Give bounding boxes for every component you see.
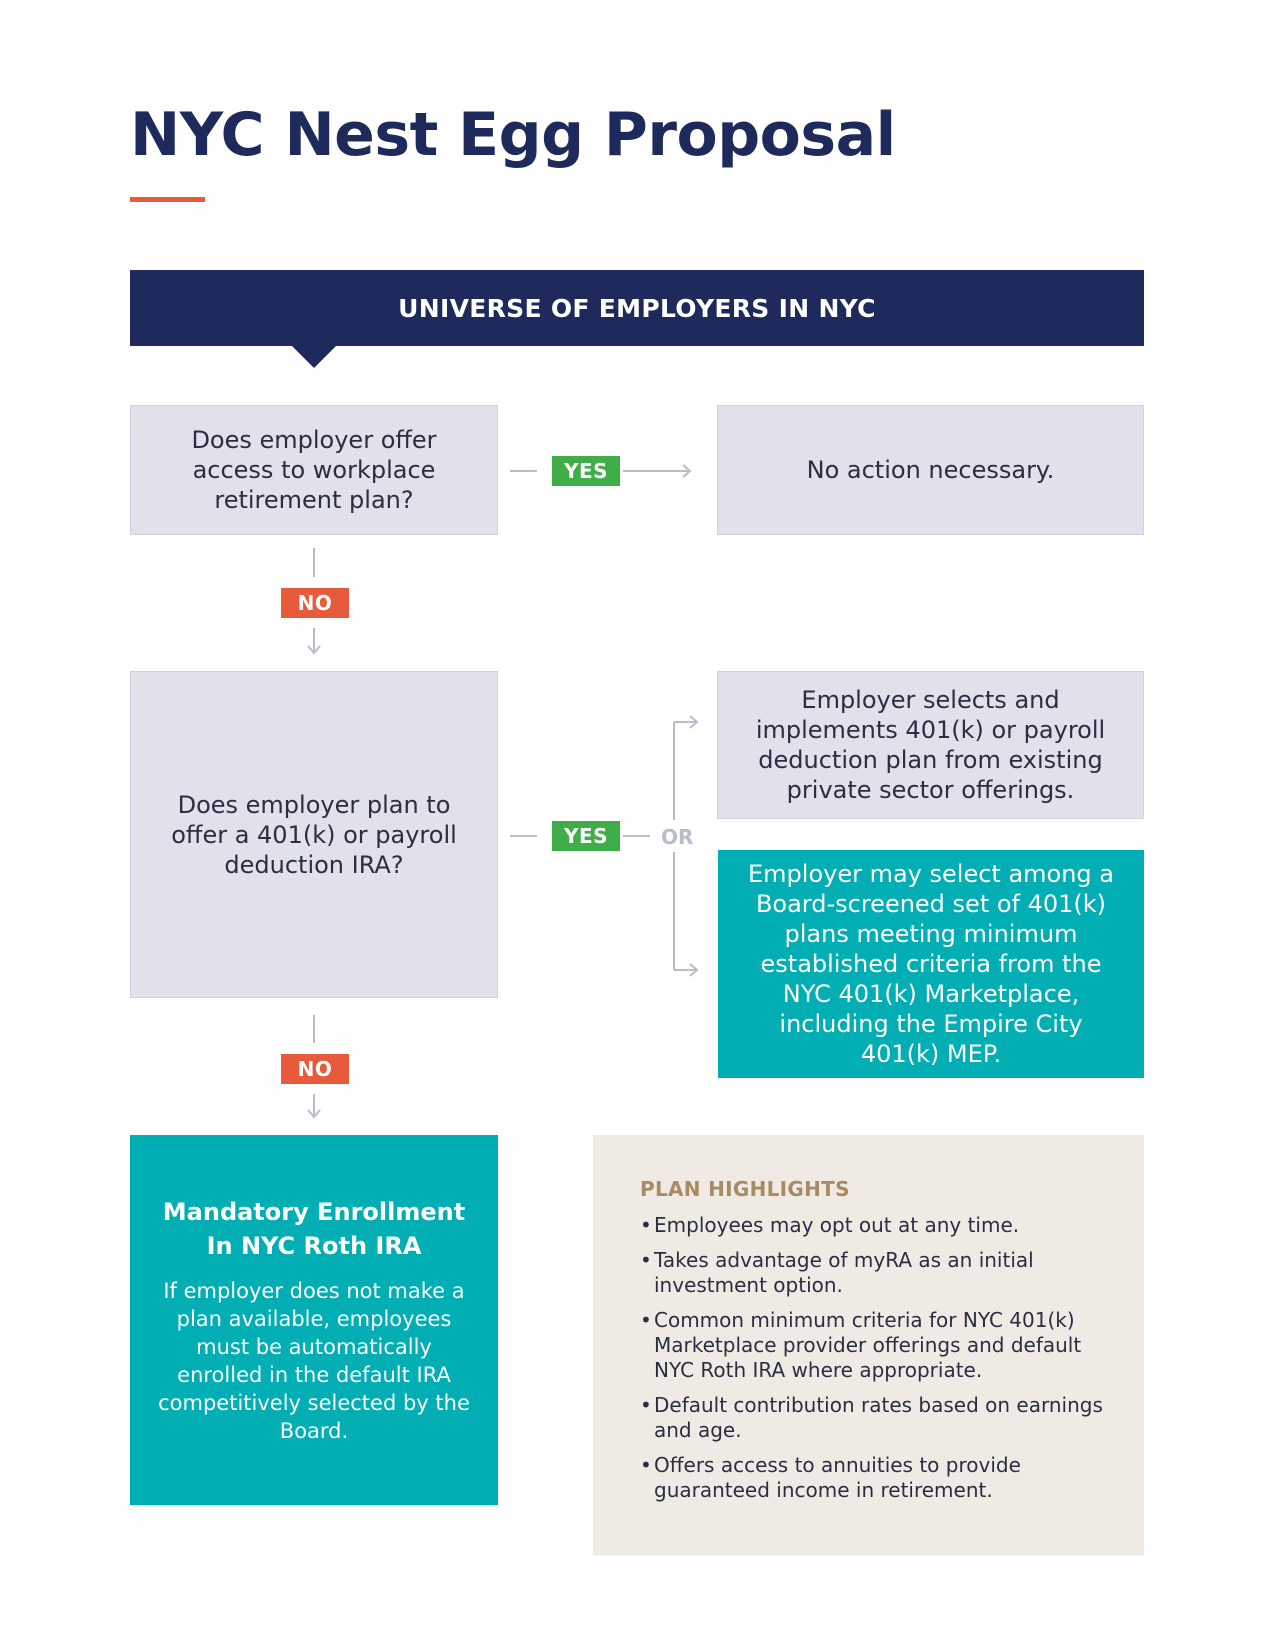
mandatory-enrollment-box	[130, 1135, 498, 1505]
question-workplace-plan-box	[130, 405, 498, 535]
yes1-arrowhead	[683, 465, 690, 477]
question-401k-box	[130, 671, 498, 998]
page-title: NYC Nest Egg Proposal	[130, 100, 896, 170]
highlight-text: Common minimum criteria for NYC 401(k) Marketplace provider offerings and default NYC Roth IRA where appropriate.	[654, 1308, 1082, 1382]
mandatory-enrollment-body: If employer does not make a plan available, employees must be automatically enrolled in the default IRA competitively selected by the Board.	[158, 1279, 470, 1443]
list-item	[640, 1308, 1104, 1383]
bullet-icon: •	[640, 1393, 652, 1417]
question-401k-text: Does employer plan to offer a 401(k) or payroll deduction IRA?	[171, 790, 457, 879]
or-bottom-arrowhead	[690, 964, 697, 976]
mandatory-enrollment-title: Mandatory Enrollment In NYC Roth IRA	[162, 1198, 466, 1260]
or-label: OR	[661, 825, 694, 849]
bullet-icon: •	[640, 1248, 652, 1272]
list-item	[640, 1453, 1104, 1503]
list-item	[640, 1393, 1104, 1443]
universe-header: UNIVERSE OF EMPLOYERS IN NYC	[130, 270, 1144, 346]
bullet-icon: •	[640, 1308, 652, 1332]
private-sector-option-box	[717, 671, 1144, 819]
highlight-text: Default contribution rates based on earnings and age.	[654, 1393, 1103, 1442]
no-action-text: No action necessary.	[806, 456, 1055, 484]
plan-highlights-title: PLAN HIGHLIGHTS	[640, 1177, 850, 1201]
no-label: NO	[281, 588, 349, 618]
universe-pointer-arrow	[292, 346, 336, 368]
or-top-arrowhead	[690, 716, 697, 728]
private-sector-option-text: Employer selects and implements 401(k) or payroll deduction plan from existing private sector offerings.	[755, 686, 1106, 804]
yes-label: YES	[552, 456, 620, 486]
no-label: NO	[281, 1054, 349, 1084]
question-workplace-plan-text: Does employer offer access to workplace retirement plan?	[191, 426, 437, 514]
list-item	[640, 1248, 1104, 1298]
plan-highlights-panel	[593, 1135, 1144, 1555]
marketplace-option-box	[718, 850, 1144, 1078]
title-underline	[130, 197, 205, 202]
yes-label: YES	[552, 821, 620, 851]
no-action-box	[717, 405, 1144, 535]
no1-arrowhead	[308, 646, 320, 653]
list-item	[640, 1213, 1104, 1238]
highlight-text: Takes advantage of myRA as an initial investment option.	[654, 1248, 1034, 1297]
no2-arrowhead	[308, 1110, 320, 1117]
highlight-text: Employees may opt out at any time.	[654, 1213, 1020, 1237]
marketplace-option-text: Employer may select among a Board-screened set of 401(k) plans meeting minimum established criteria from the NYC 401(k) Marketplace, including the Empire City 401(k) MEP.	[748, 860, 1114, 1068]
highlight-text: Offers access to annuities to provide guaranteed income in retirement.	[654, 1453, 1021, 1502]
bullet-icon: •	[640, 1453, 652, 1477]
bullet-icon: •	[640, 1213, 652, 1237]
